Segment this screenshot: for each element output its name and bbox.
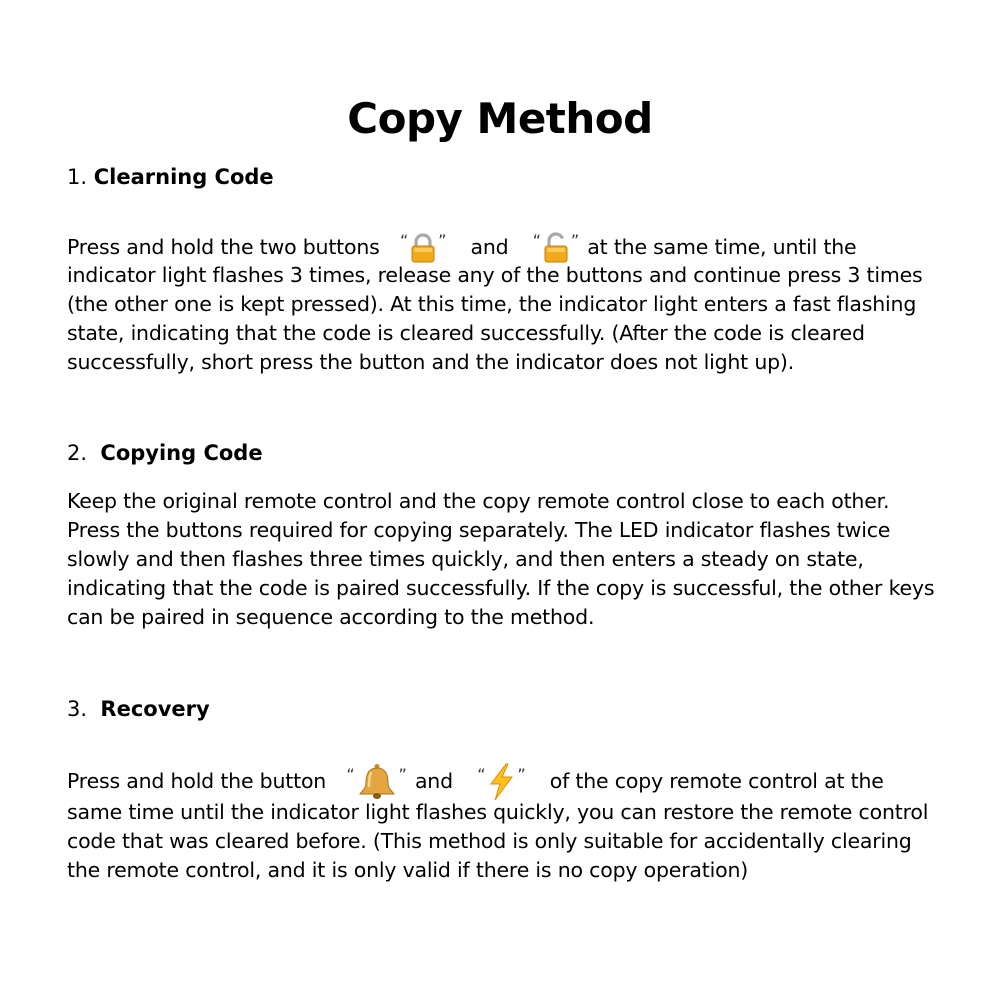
quote-mark: ”	[517, 765, 526, 784]
section-number: 1.	[67, 165, 88, 189]
section-title: Clearning Code	[93, 165, 274, 189]
quote-mark: “	[532, 231, 541, 250]
instruction-text: and	[414, 769, 453, 793]
lightning-icon	[487, 763, 515, 801]
section-title: Recovery	[100, 697, 210, 721]
section-body-copying	[67, 487, 947, 632]
instruction-text: Press and hold the button	[67, 769, 327, 793]
quote-mark: “	[477, 765, 486, 784]
section-title: Copying Code	[100, 441, 263, 465]
instruction-text: and	[470, 235, 509, 259]
instruction-text: indicator light flashes 3 times, release any of the buttons and continue press 3 times (the other one is kept pressed). At this time, the indicator light enters a fast flashing state, indicating that the code is cleared successfully. (After the code is cleared successfully, short press the button and the indicator does not light up).	[67, 263, 923, 374]
instruction-text: same time until the indicator light flashes quickly, you can restore the remote control code that was cleared before. (This method is only suitable for accidentally clearing the remote control, and it is only valid if there is no copy operation)	[67, 800, 929, 882]
instruction-line	[67, 757, 947, 802]
instruction-text: of the copy remote control at the	[549, 769, 884, 793]
page-title: Copy Method	[347, 94, 653, 143]
quote-mark: “	[346, 765, 355, 784]
bell-icon	[357, 762, 397, 802]
quote-mark: ”	[438, 231, 447, 250]
section-body-recovery	[67, 757, 947, 885]
instruction-text: Press and hold the two buttons	[67, 235, 380, 259]
instruction-text: at the same time, until the	[587, 235, 857, 259]
section-number: 2.	[67, 441, 88, 465]
instruction-text: Keep the original remote control and the copy remote control close to each other. Press the buttons required for copying separately. The LED indicator flashes twice slowly and then flashes three times quickly, and then enters a steady on state, indicating that the code is paired successfully. If the copy is successful, the other keys can be paired in sequence according to the method.	[67, 489, 935, 629]
section-heading-copying	[67, 441, 263, 465]
unlock-icon	[543, 232, 569, 264]
quote-mark: ”	[398, 765, 407, 784]
section-heading-recovery	[67, 697, 210, 721]
lock-icon	[410, 232, 436, 264]
instruction-line	[67, 223, 947, 265]
quote-mark: ”	[570, 231, 579, 250]
section-number: 3.	[67, 697, 88, 721]
quote-mark: “	[399, 231, 409, 250]
section-body-clearing	[67, 223, 947, 377]
section-heading-clearing	[67, 165, 274, 189]
